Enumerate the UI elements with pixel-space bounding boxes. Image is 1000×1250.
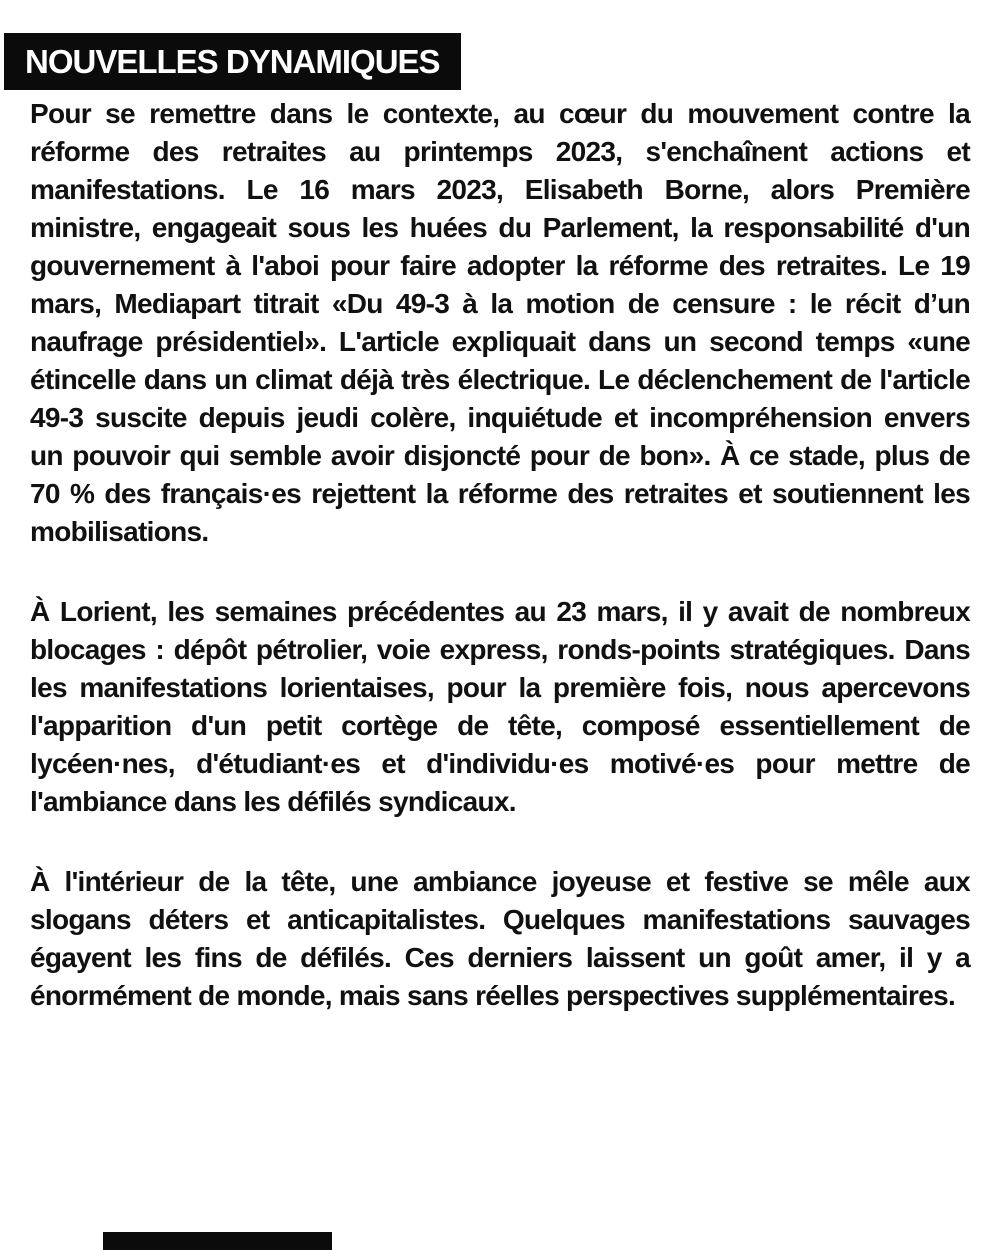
section-title: NOUVELLES DYNAMIQUES xyxy=(25,43,440,80)
article-body xyxy=(0,95,1000,1015)
paragraph-lorient: À Lorient, les semaines précédentes au 23 mars, il y avait de nombreux blocages : dépôt pétrolier, voie express, ronds-points stratégiques. Dans les manifestations lorientaises, pour la première fois, nous apercevons l'apparition d'un petit cortège de tête, composé essentiellement de lycéen·nes, d'étudiant·es et d'individu·es motivé·es pour mettre de l'ambiance dans les défilés syndicaux. xyxy=(30,596,970,817)
section-title-box xyxy=(4,33,461,90)
next-section-title-box-partial xyxy=(103,1232,332,1250)
paragraph-context: Pour se remettre dans le contexte, au cœur du mouvement contre la réforme des retraites au printemps 2023, s'enchaînent actions et manifestations. Le 16 mars 2023, Elisabeth Borne, alors Première ministre, engageait sous les huées du Parlement, la responsabilité d'un gouvernement à l'aboi pour faire adopter la réforme des retraites. Le 19 mars, Mediapart titrait «Du 49-3 à la motion de censure : le récit d’un naufrage présidentiel». L'article expliquait dans un second temps «une étincelle dans un climat déjà très électrique. Le déclenchement de l'article 49-3 suscite depuis jeudi colère, inquiétude et incompréhension envers un pouvoir qui semble avoir disjoncté pour de bon». À ce stade, plus de 70 % des français·es rejettent la réforme des retraites et soutiennent les mobilisations. xyxy=(30,98,970,547)
paragraph-cortege: À l'intérieur de la tête, une ambiance joyeuse et festive se mêle aux slogans déters et anticapitalistes. Quelques manifestations sauvages égayent les fins de défilés. Ces derniers laissent un goût amer, il y a énormément de monde, mais sans réelles perspectives supplémentaires. xyxy=(30,866,970,1011)
